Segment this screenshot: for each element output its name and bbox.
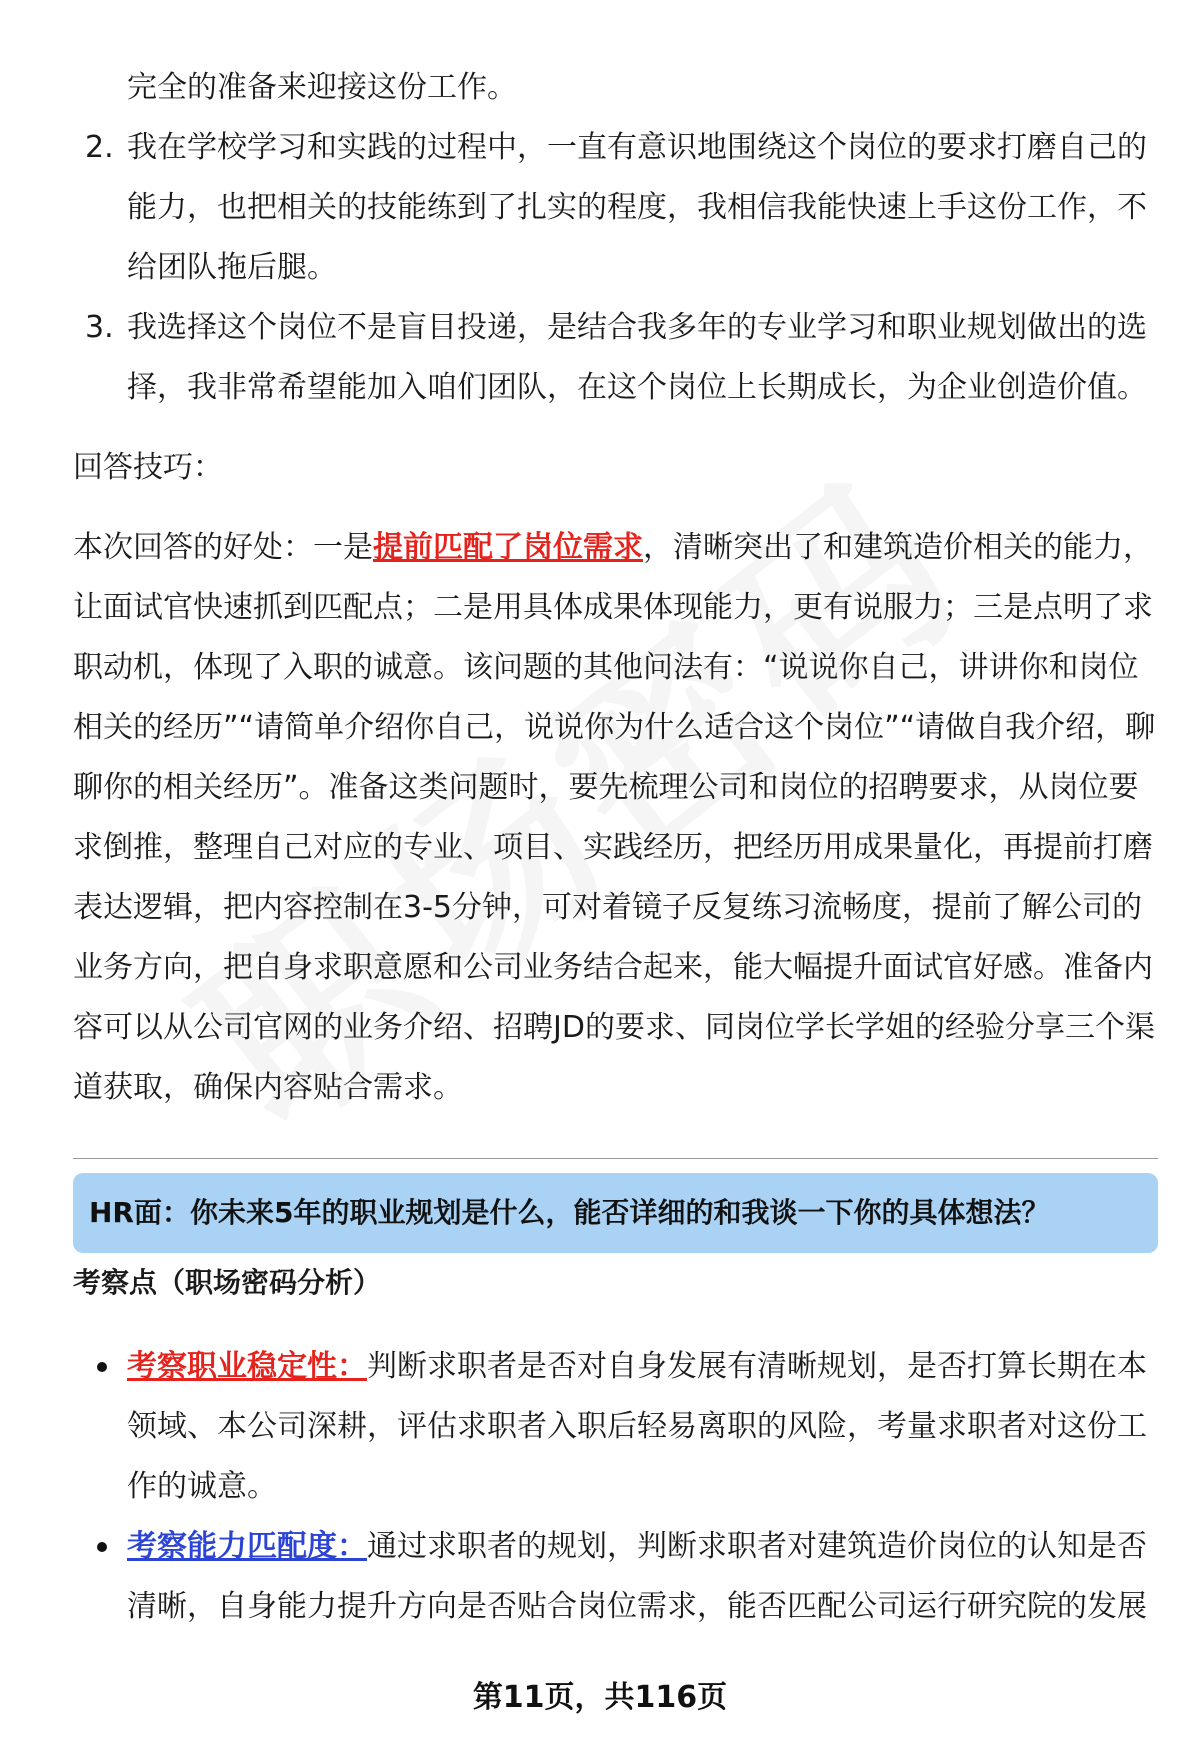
bullet-item <box>73 1337 1158 1517</box>
bullet-label: 考察能力匹配度： <box>127 1529 367 1564</box>
divider <box>73 1158 1158 1159</box>
list-item <box>73 298 1158 418</box>
list-item-text: 我在学校学习和实践的过程中，一直有意识地围绕这个岗位的要求打磨自己的能力，也把相关的技能练到了扎实的程度，我相信我能快速上手这份工作，不给团队拖后腿。 <box>127 130 1147 285</box>
question-text: HR面：你未来5年的职业规划是什么，能否详细的和我谈一下你的具体想法？ <box>89 1196 1050 1229</box>
bullet-item <box>73 1517 1158 1637</box>
tips-paragraph <box>73 518 1158 1118</box>
tips-body: ，清晰突出了和建筑造价相关的能力，让面试官快速抓到匹配点；二是用具体成果体现能力，更有说服力；三是点明了求职动机，体现了入职的诚意。该问题的其他问法有：“说说你自己，讲讲你和岗位相关的经历”“请简单介绍你自己，说说你为什么适合这个岗位”“请做自我介绍，聊聊你的相关经历”。准备这类问题时，要先梳理公司和岗位的招聘要求，从岗位要求倒推，整理自己对应的专业、项目、实践经历，把经历用成果量化，再提前打磨表达逻辑，把内容控制在3-5分钟，可对着镜子反复练习流畅度，提前了解公司的业务方向，把自身求职意愿和公司业务结合起来，能大幅提升面试官好感。准备内容可以从公司官网的业务介绍、招聘JD的要求、同岗位学长学姐的经验分享三个渠道获取，确保内容贴合需求。 <box>73 530 1156 1105</box>
list-number: 2. <box>85 130 114 165</box>
exam-heading: 考察点（职场密码分析） <box>73 1266 382 1299</box>
bullet-text: 判断求职者是否对自身发展有清晰规划，是否打算长期在本领域、本公司深耕，评估求职者入职后轻易离职的风险，考量求职者对这份工作的诚意。 <box>127 1349 1147 1504</box>
page-footer: 第11页，共116页 <box>472 1680 728 1715</box>
tips-prefix: 本次回答的好处：一是 <box>73 530 373 565</box>
bullet-label: 考察职业稳定性： <box>127 1349 367 1384</box>
bullet-dot <box>97 1542 107 1552</box>
list-number: 3. <box>85 310 114 345</box>
list-item <box>73 118 1158 298</box>
tips-highlight: 提前匹配了岗位需求 <box>373 530 643 565</box>
question-box <box>73 1173 1158 1253</box>
bullet-text: 通过求职者的规划，判断求职者对建筑造价岗位的认知是否清晰，自身能力提升方向是否贴合岗位需求，能否匹配公司运行研究院的发展 <box>127 1529 1147 1624</box>
page-content <box>73 58 1158 1637</box>
tips-heading: 回答技巧： <box>73 450 223 485</box>
bullet-dot <box>97 1362 107 1372</box>
continuation-text: 完全的准备来迎接这份工作。 <box>127 70 517 105</box>
list-item-text: 我选择这个岗位不是盲目投递，是结合我多年的专业学习和职业规划做出的选择，我非常希望能加入咱们团队，在这个岗位上长期成长，为企业创造价值。 <box>127 310 1147 405</box>
